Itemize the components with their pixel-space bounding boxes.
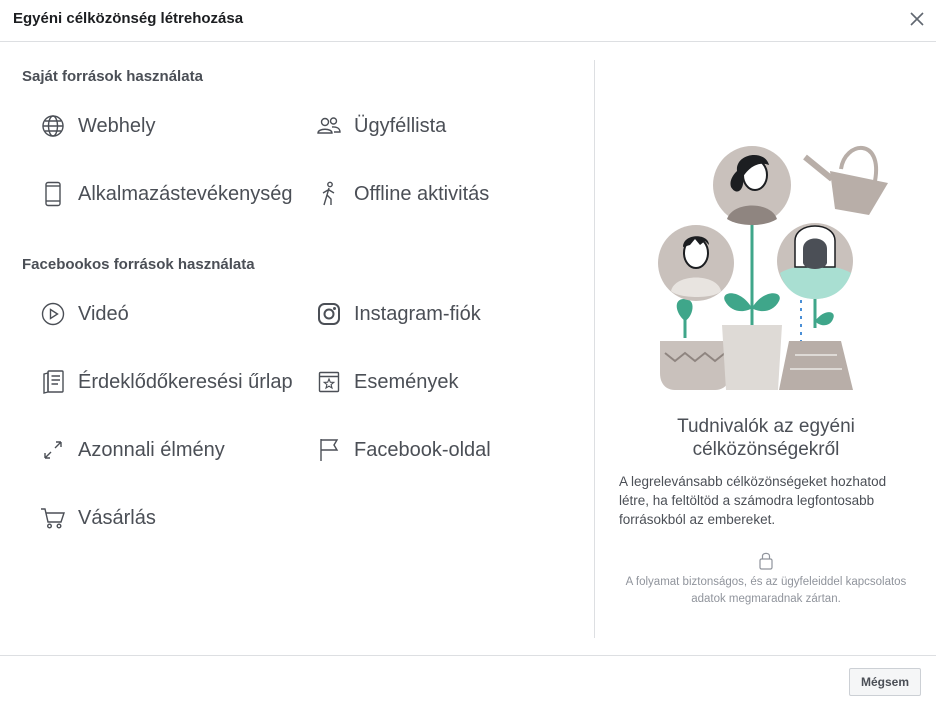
dialog-footer xyxy=(0,655,936,707)
option-label: Facebook-oldal xyxy=(354,438,491,461)
option-label: Események xyxy=(354,370,459,393)
shopping-cart-icon xyxy=(40,505,66,531)
option-facebook-page[interactable] xyxy=(316,433,491,467)
info-description: A legrelevánsabb célközönségeket hozhatod létre, ha feltöltöd a számodra legfontosabb forrásokból az embereket. xyxy=(619,474,887,527)
flag-icon xyxy=(316,437,342,463)
option-lead-form[interactable] xyxy=(40,365,293,399)
own-sources-heading: Saját források használata xyxy=(22,68,203,85)
option-customer-list[interactable] xyxy=(316,109,446,143)
play-circle-icon xyxy=(40,301,66,327)
option-label: Érdeklődőkeresési űrlap xyxy=(78,370,293,393)
option-instant-experience[interactable] xyxy=(40,433,225,467)
calendar-star-icon xyxy=(316,369,342,395)
option-label: Alkalmazástevékenység xyxy=(78,182,293,205)
dialog-title: Egyéni célközönség létrehozása xyxy=(13,10,244,27)
audience-plants-illustration xyxy=(645,123,905,395)
info-panel xyxy=(595,43,936,655)
lead-form-icon xyxy=(40,369,66,395)
left-plant xyxy=(658,225,734,390)
option-label: Ügyféllista xyxy=(354,114,447,137)
users-icon xyxy=(316,113,342,139)
option-offline-activity[interactable] xyxy=(316,177,489,211)
option-label: Vásárlás xyxy=(78,506,156,529)
option-website[interactable] xyxy=(40,109,155,143)
cancel-button[interactable]: Mégsem xyxy=(849,668,921,696)
option-instagram-account[interactable] xyxy=(316,297,481,331)
dialog-header xyxy=(0,0,936,42)
instagram-icon xyxy=(316,301,342,327)
walking-person-icon xyxy=(316,181,342,207)
right-plant xyxy=(777,223,853,390)
globe-icon xyxy=(40,113,66,139)
facebook-sources-heading: Facebookos források használata xyxy=(22,256,255,273)
option-label: Instagram-fiók xyxy=(354,302,481,325)
security-note: A folyamat biztonságos, és az ügyfeleiddel kapcsolatos adatok megmaradnak zártan. xyxy=(625,576,907,605)
info-title: Tudnivalók az egyéni célközönségekről xyxy=(677,416,855,460)
lock-icon xyxy=(758,551,774,571)
option-label: Offline aktivitás xyxy=(354,182,490,205)
mobile-phone-icon xyxy=(40,181,66,207)
option-shopping[interactable] xyxy=(40,501,156,535)
expand-arrows-icon xyxy=(40,437,66,463)
option-video[interactable] xyxy=(40,297,129,331)
option-label: Azonnali élmény xyxy=(78,438,225,461)
source-options-panel xyxy=(0,43,594,655)
option-events[interactable] xyxy=(316,365,459,399)
option-app-activity[interactable] xyxy=(40,177,293,211)
option-label: Videó xyxy=(78,302,129,325)
close-icon[interactable] xyxy=(906,8,928,30)
option-label: Webhely xyxy=(78,114,156,137)
